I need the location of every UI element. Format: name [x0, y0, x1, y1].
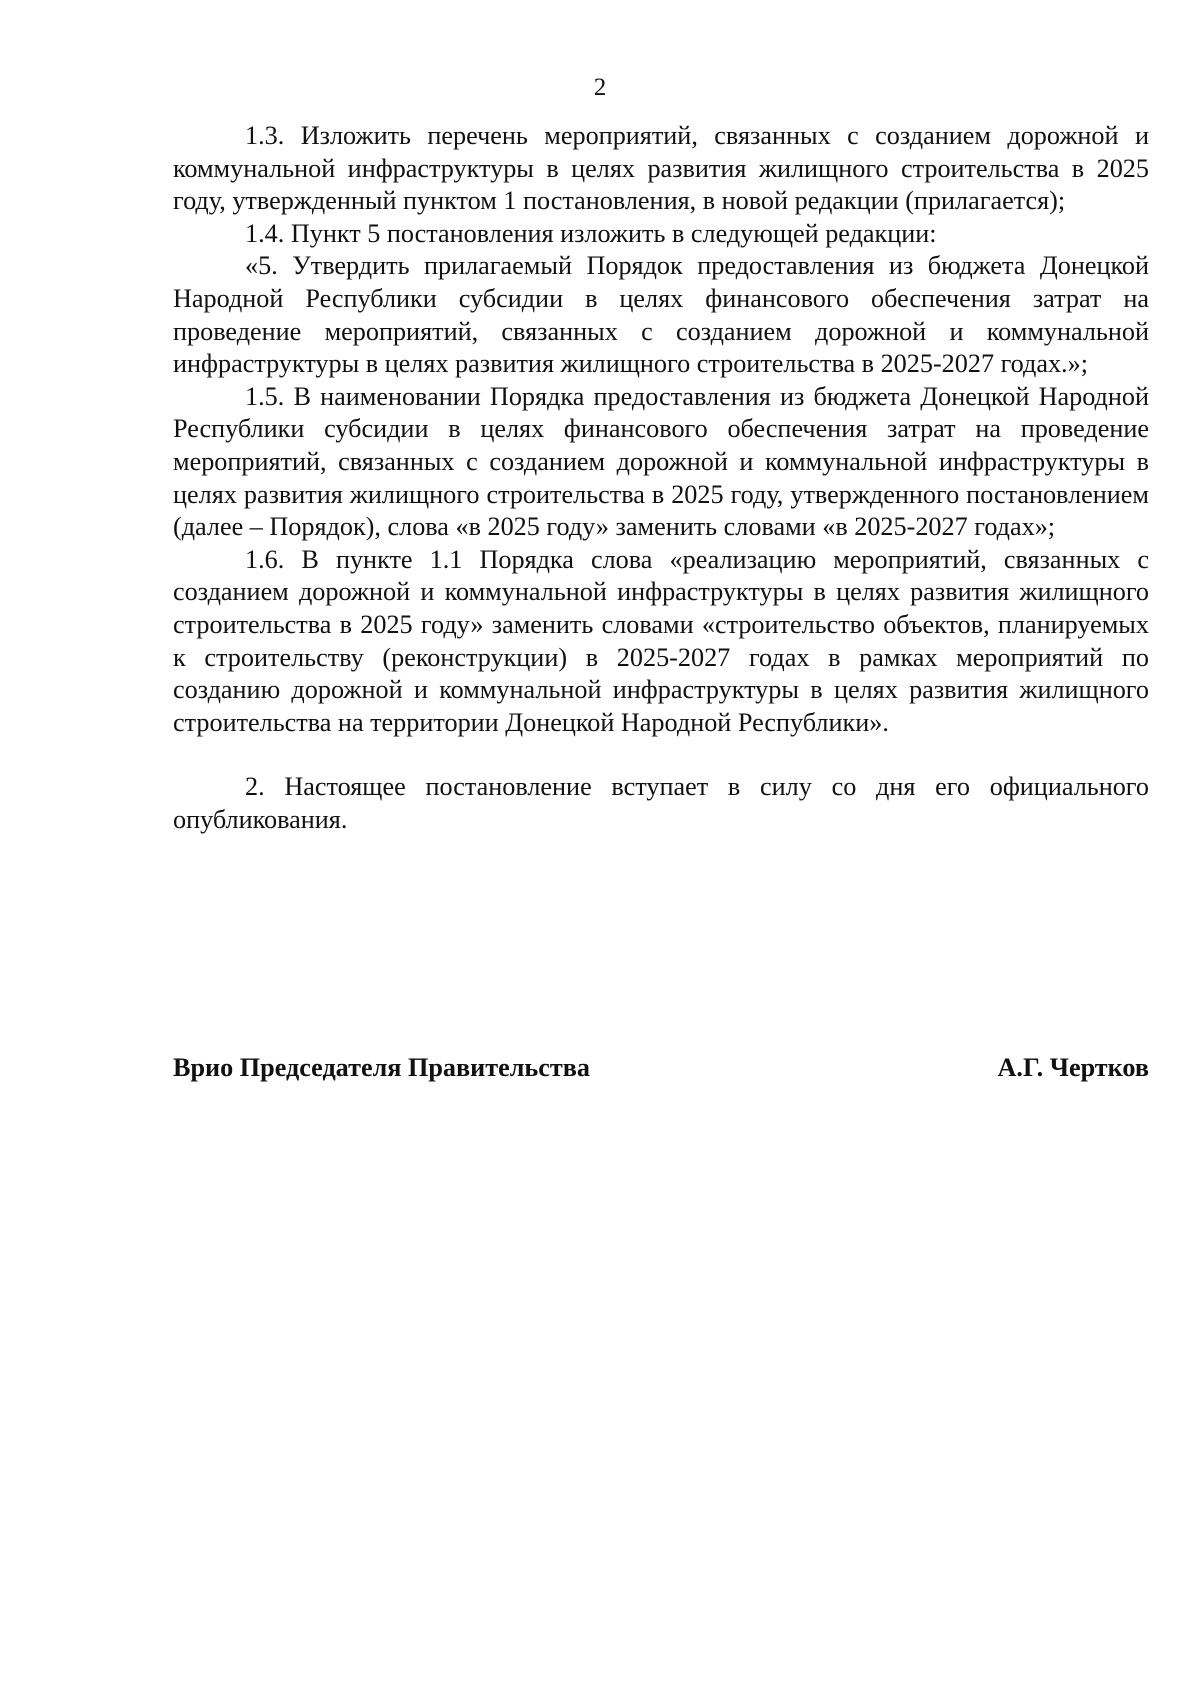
paragraph-1-5: 1.5. В наименовании Порядка предоставления из бюджета Донецкой Народной Республики субсидии в целях финансового обеспечения затрат на проведение мероприятий, связанных с созданием дорожной и коммунальной инфраструктуры в целях развития жилищного строительства в 2025 году, утвержденного постановлением (далее – Порядок), слова «в 2025 году» заменить словами «в 2025-2027 годах»;	[173, 381, 1149, 542]
signatory-name: А.Г. Чертков	[997, 1053, 1149, 1082]
paragraph-1-4: 1.4. Пункт 5 постановления изложить в следующей редакции:	[245, 218, 937, 248]
signatory-position: Врио Председателя Правительства	[173, 1053, 591, 1082]
paragraph-2: 2. Настоящее постановление вступает в силу со дня его официального опубликования.	[173, 772, 1149, 834]
paragraph-1-3: 1.3. Изложить перечень мероприятий, связанных с созданием дорожной и коммунальной инфраструктуры в целях развития жилищного строительства в 2025 году, утвержденный пунктом 1 постановления, в новой редакции (прилагается);	[173, 121, 1149, 216]
page-number: 2	[593, 74, 607, 101]
paragraph-quote-5: «5. Утвердить прилагаемый Порядок предоставления из бюджета Донецкой Народной Республики субсидии в целях финансового обеспечения затрат на проведение мероприятий, связанных с созданием дорожной и коммунальной инфраструктуры в целях развития жилищного строительства в 2025-2027 годах.»;	[173, 251, 1149, 379]
paragraph-1-6: 1.6. В пункте 1.1 Порядка слова «реализацию мероприятий, связанных с созданием дорожной и коммунальной инфраструктуры в целях развития жилищного строительства в 2025 году» заменить словами «строительство объектов, планируемых к строительству (реконструкции) в 2025-2027 годах в рамках мероприятий по созданию дорожной и коммунальной инфраструктуры в целях развития жилищного строительства на территории Донецкой Народной Республики».	[173, 544, 1149, 737]
signature-block	[173, 1052, 1149, 1084]
document-body	[173, 120, 1149, 836]
